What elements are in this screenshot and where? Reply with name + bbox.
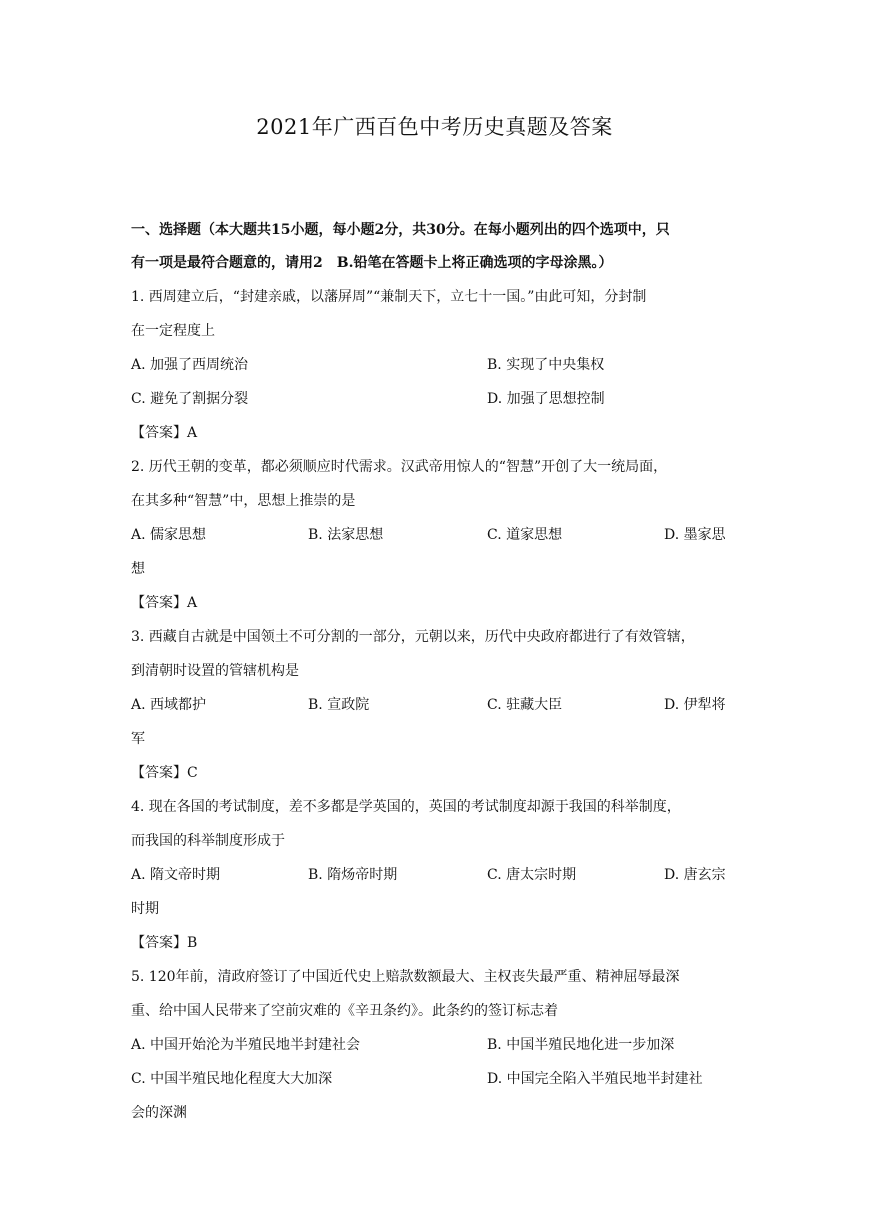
- q4-stem-line-1: 4. 现在各国的考试制度，差不多都是学英国的，英国的考试制度却源于我国的科举制度，: [131, 799, 681, 815]
- q1-option-c: C. 避免了割据分裂: [131, 391, 249, 407]
- q1-answer: 【答案】A: [131, 425, 198, 441]
- q5-option-b: B. 中国半殖民地化进一步加深: [487, 1037, 675, 1053]
- q4-option-d: D. 唐玄宗: [664, 867, 726, 883]
- q2-answer: 【答案】A: [131, 595, 198, 611]
- q3-option-d: D. 伊犁将: [664, 697, 726, 713]
- q5-stem-line-1: 5. 120年前，清政府签订了中国近代史上赔款数额最大、主权丧失最严重、精神屈辱最深: [131, 969, 680, 985]
- q1-stem-line-1: 1. 西周建立后，“封建亲戚，以藩屏周”“兼制天下，立七十一国。”由此可知，分封制: [131, 289, 647, 305]
- q4-option-b: B. 隋炀帝时期: [308, 867, 398, 883]
- q1-option-b: B. 实现了中央集权: [487, 357, 605, 373]
- q4-option-d-wrap: 时期: [131, 901, 159, 917]
- q2-stem-line-2: 在其多种“智慧”中，思想上推崇的是: [131, 493, 356, 509]
- q1-stem-line-2: 在一定程度上: [131, 323, 215, 339]
- document-title: 2021年广西百色中考历史真题及答案: [256, 115, 613, 139]
- q3-option-d-wrap: 军: [131, 731, 145, 747]
- q3-option-a: A. 西域都护: [131, 697, 207, 713]
- q4-answer: 【答案】B: [131, 935, 198, 951]
- q2-stem-line-1: 2. 历代王朝的变革，都必须顺应时代需求。汉武帝用惊人的“智慧”开创了大一统局面，: [131, 459, 668, 475]
- q5-option-d-wrap: 会的深渊: [131, 1105, 187, 1121]
- q5-option-a: A. 中国开始沦为半殖民地半封建社会: [131, 1037, 361, 1053]
- q3-option-c: C. 驻藏大臣: [487, 697, 563, 713]
- q1-option-a: A. 加强了西周统治: [131, 357, 249, 373]
- q4-stem-line-2: 而我国的科举制度形成于: [131, 833, 285, 849]
- q5-stem-line-2: 重、给中国人民带来了空前灾难的《辛丑条约》。此条约的签订标志着: [131, 1003, 558, 1019]
- section-heading-line-1: 一、选择题（本大题共15小题，每小题2分，共30分。在每小题列出的四个选项中，只: [131, 222, 670, 238]
- q3-option-b: B. 宣政院: [308, 697, 370, 713]
- q5-option-c: C. 中国半殖民地化程度大大加深: [131, 1071, 333, 1087]
- q2-option-d-wrap: 想: [131, 561, 145, 577]
- q5-option-d: D. 中国完全陷入半殖民地半封建社: [487, 1071, 703, 1087]
- q1-option-d: D. 加强了思想控制: [487, 391, 605, 407]
- q2-option-b: B. 法家思想: [308, 527, 384, 543]
- q3-stem-line-1: 3. 西藏自古就是中国领土不可分割的一部分，元朝以来，历代中央政府都进行了有效管辖，: [131, 629, 695, 645]
- q3-answer: 【答案】C: [131, 765, 198, 781]
- q2-option-d: D. 墨家思: [664, 527, 726, 543]
- q4-option-c: C. 唐太宗时期: [487, 867, 577, 883]
- q3-stem-line-2: 到清朝时设置的管辖机构是: [131, 663, 299, 679]
- q2-option-c: C. 道家思想: [487, 527, 563, 543]
- section-heading-line-2: 有一项是最符合题意的，请用2 B.铅笔在答题卡上将正确选项的字母涂黑。）: [131, 255, 613, 271]
- q2-option-a: A. 儒家思想: [131, 527, 207, 543]
- q4-option-a: A. 隋文帝时期: [131, 867, 221, 883]
